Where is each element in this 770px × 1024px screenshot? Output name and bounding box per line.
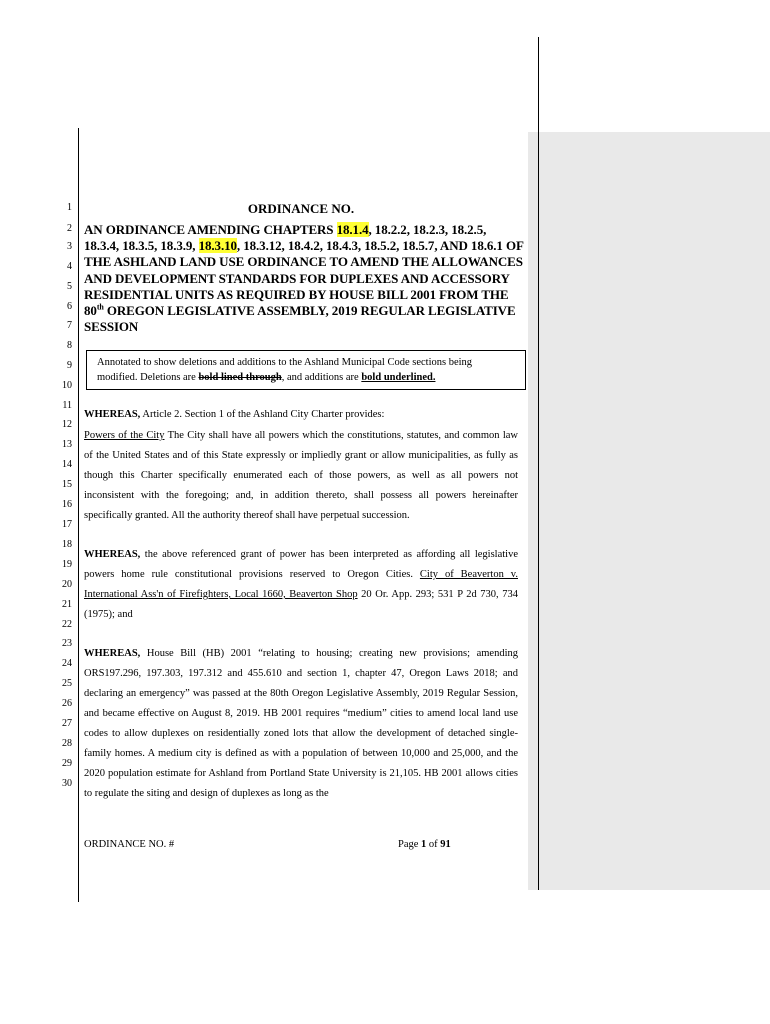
heading-text: OREGON LEGISLATIVE ASSEMBLY, 2019 REGULAR LEGISLATIVE SESSION — [84, 303, 516, 335]
heading-text: , 18.2.2, 18.2.3, 18.2.5, 18.3.4, 18.3.5, 18.3.9, — [84, 222, 487, 254]
line-number: 14 — [62, 459, 72, 470]
paragraph-text: 20 Or. App. 293; 531 P 2d 730, 734 (1975); and — [84, 589, 518, 620]
note-text: Annotated to show deletions and additions to the Ashland Municipal Code sections being modified. Deletions are — [97, 357, 473, 383]
highlighted-chapter: 18.1.4 — [336, 222, 369, 237]
page-of: of — [426, 839, 441, 850]
line-number: 29 — [62, 758, 72, 769]
line-number: 25 — [62, 678, 72, 689]
paragraph-text: Article 2. Section 1 of the Ashland City Charter provides: — [140, 409, 385, 420]
line-number: 22 — [62, 619, 72, 630]
note-text: , and additions are — [281, 372, 362, 383]
powers-label: Powers of the City — [84, 430, 165, 441]
line-number: 1 — [67, 202, 72, 213]
line-number: 10 — [62, 380, 72, 391]
footer-ordinance-no: ORDINANCE NO. # — [84, 839, 175, 850]
whereas-label: WHEREAS, — [84, 409, 141, 420]
line-number: 13 — [62, 439, 72, 450]
paragraph-text: the above referenced grant of power has been interpreted as affording all legislative powers home rule constitutional provisions reserved to Oregon Cities. — [84, 549, 518, 580]
page-total: 91 — [440, 839, 451, 850]
line-number: 5 — [67, 281, 72, 292]
paragraph-text: House Bill (HB) 2001 “relating to housing; creating new provisions; amending ORS197.296, 197.303, 197.312 and 455.610 and section 1, chapter 47, Oregon Laws 2018; and declaring an emergency” was passed at the 80th Oregon Legislative Assembly, 2019 Regular Session, and became effective on August 8, 2019. HB 2001 requires “medium” cities to amend local land use codes to allow duplexes on residentially zoned lots that allow the development of detached single-family homes. A medium city is defined as with a population of between 10,000 and 25,000, and the 2020 population estimate for Ashland from Portland State University is 21,105. HB 2001 allows cities to regulate the siting and design of duplexes as long as the — [84, 648, 518, 799]
footer-page-number — [398, 838, 451, 852]
addition-example: bold underlined. — [361, 372, 436, 383]
line-number: 18 — [62, 539, 72, 550]
line-number: 15 — [62, 479, 72, 490]
line-number: 28 — [62, 738, 72, 749]
line-number: 9 — [67, 360, 72, 371]
whereas-label: WHEREAS, — [84, 549, 141, 560]
highlighted-chapter: 18.3.10 — [198, 238, 237, 254]
line-number: 23 — [62, 638, 72, 649]
paragraph-text: The City shall have all powers which the constitutions, statutes, and common law of the United States and of this State expressly or impliedly grant or allow municipalities, as fully as though this Charter specifically enumerated each of those powers, as well as all powers not inconsistent with the foregoing; and, in addition thereto, shall possess all powers hereinafter specifically granted. All the authority thereof shall have perpetual succession. — [84, 430, 518, 521]
deletion-example: bold lined through — [198, 372, 282, 383]
line-number: 7 — [67, 320, 72, 331]
page-current: 1 — [421, 839, 427, 850]
ordinance-title: ORDINANCE NO. — [247, 201, 355, 216]
line-number: 16 — [62, 499, 72, 510]
line-number: 12 — [62, 419, 72, 430]
heading-text: AN ORDINANCE AMENDING CHAPTERS — [84, 222, 337, 237]
line-number: 17 — [62, 519, 72, 530]
line-number: 2 — [67, 223, 72, 234]
case-citation: City of Beaverton v. International Ass'n of Firefighters, Local 1660, Beaverton Shop — [84, 569, 518, 600]
annotation-note-box — [86, 350, 526, 390]
line-number: 26 — [62, 698, 72, 709]
line-number: 21 — [62, 599, 72, 610]
line-number: 27 — [62, 718, 72, 729]
page-right-border — [538, 37, 539, 890]
heading-text: , 18.3.12, 18.4.2, 18.4.3, 18.5.2, 18.5.7, AND 18.6.1 OF THE ASHLAND LAND USE ORDINANCE TO AMEND THE ALLOWANCES AND DEVELOPMENT STANDARDS FOR DUPLEXES AND ACCESSORY RESIDENTIAL UNITS AS REQUIRED BY HOUSE BILL 2001 FROM THE 80 — [84, 238, 524, 319]
line-number: 8 — [67, 340, 72, 351]
line-number: 3 — [67, 241, 72, 252]
line-number: 24 — [62, 658, 72, 669]
whereas-paragraph-2 — [84, 545, 518, 625]
line-number-rule — [78, 128, 79, 902]
superscript: th — [96, 302, 104, 312]
page-prefix: Page — [398, 839, 422, 850]
line-number: 19 — [62, 559, 72, 570]
line-number: 30 — [62, 778, 72, 789]
whereas-label: WHEREAS, — [84, 648, 141, 659]
whereas-paragraph-3 — [84, 644, 518, 804]
line-number: 11 — [62, 400, 72, 411]
comment-pane — [528, 132, 770, 890]
line-number: 4 — [67, 261, 72, 272]
whereas-paragraph-1 — [84, 405, 518, 425]
powers-paragraph — [84, 426, 518, 526]
ordinance-heading — [84, 222, 524, 335]
line-number: 6 — [67, 301, 72, 312]
line-number: 20 — [62, 579, 72, 590]
